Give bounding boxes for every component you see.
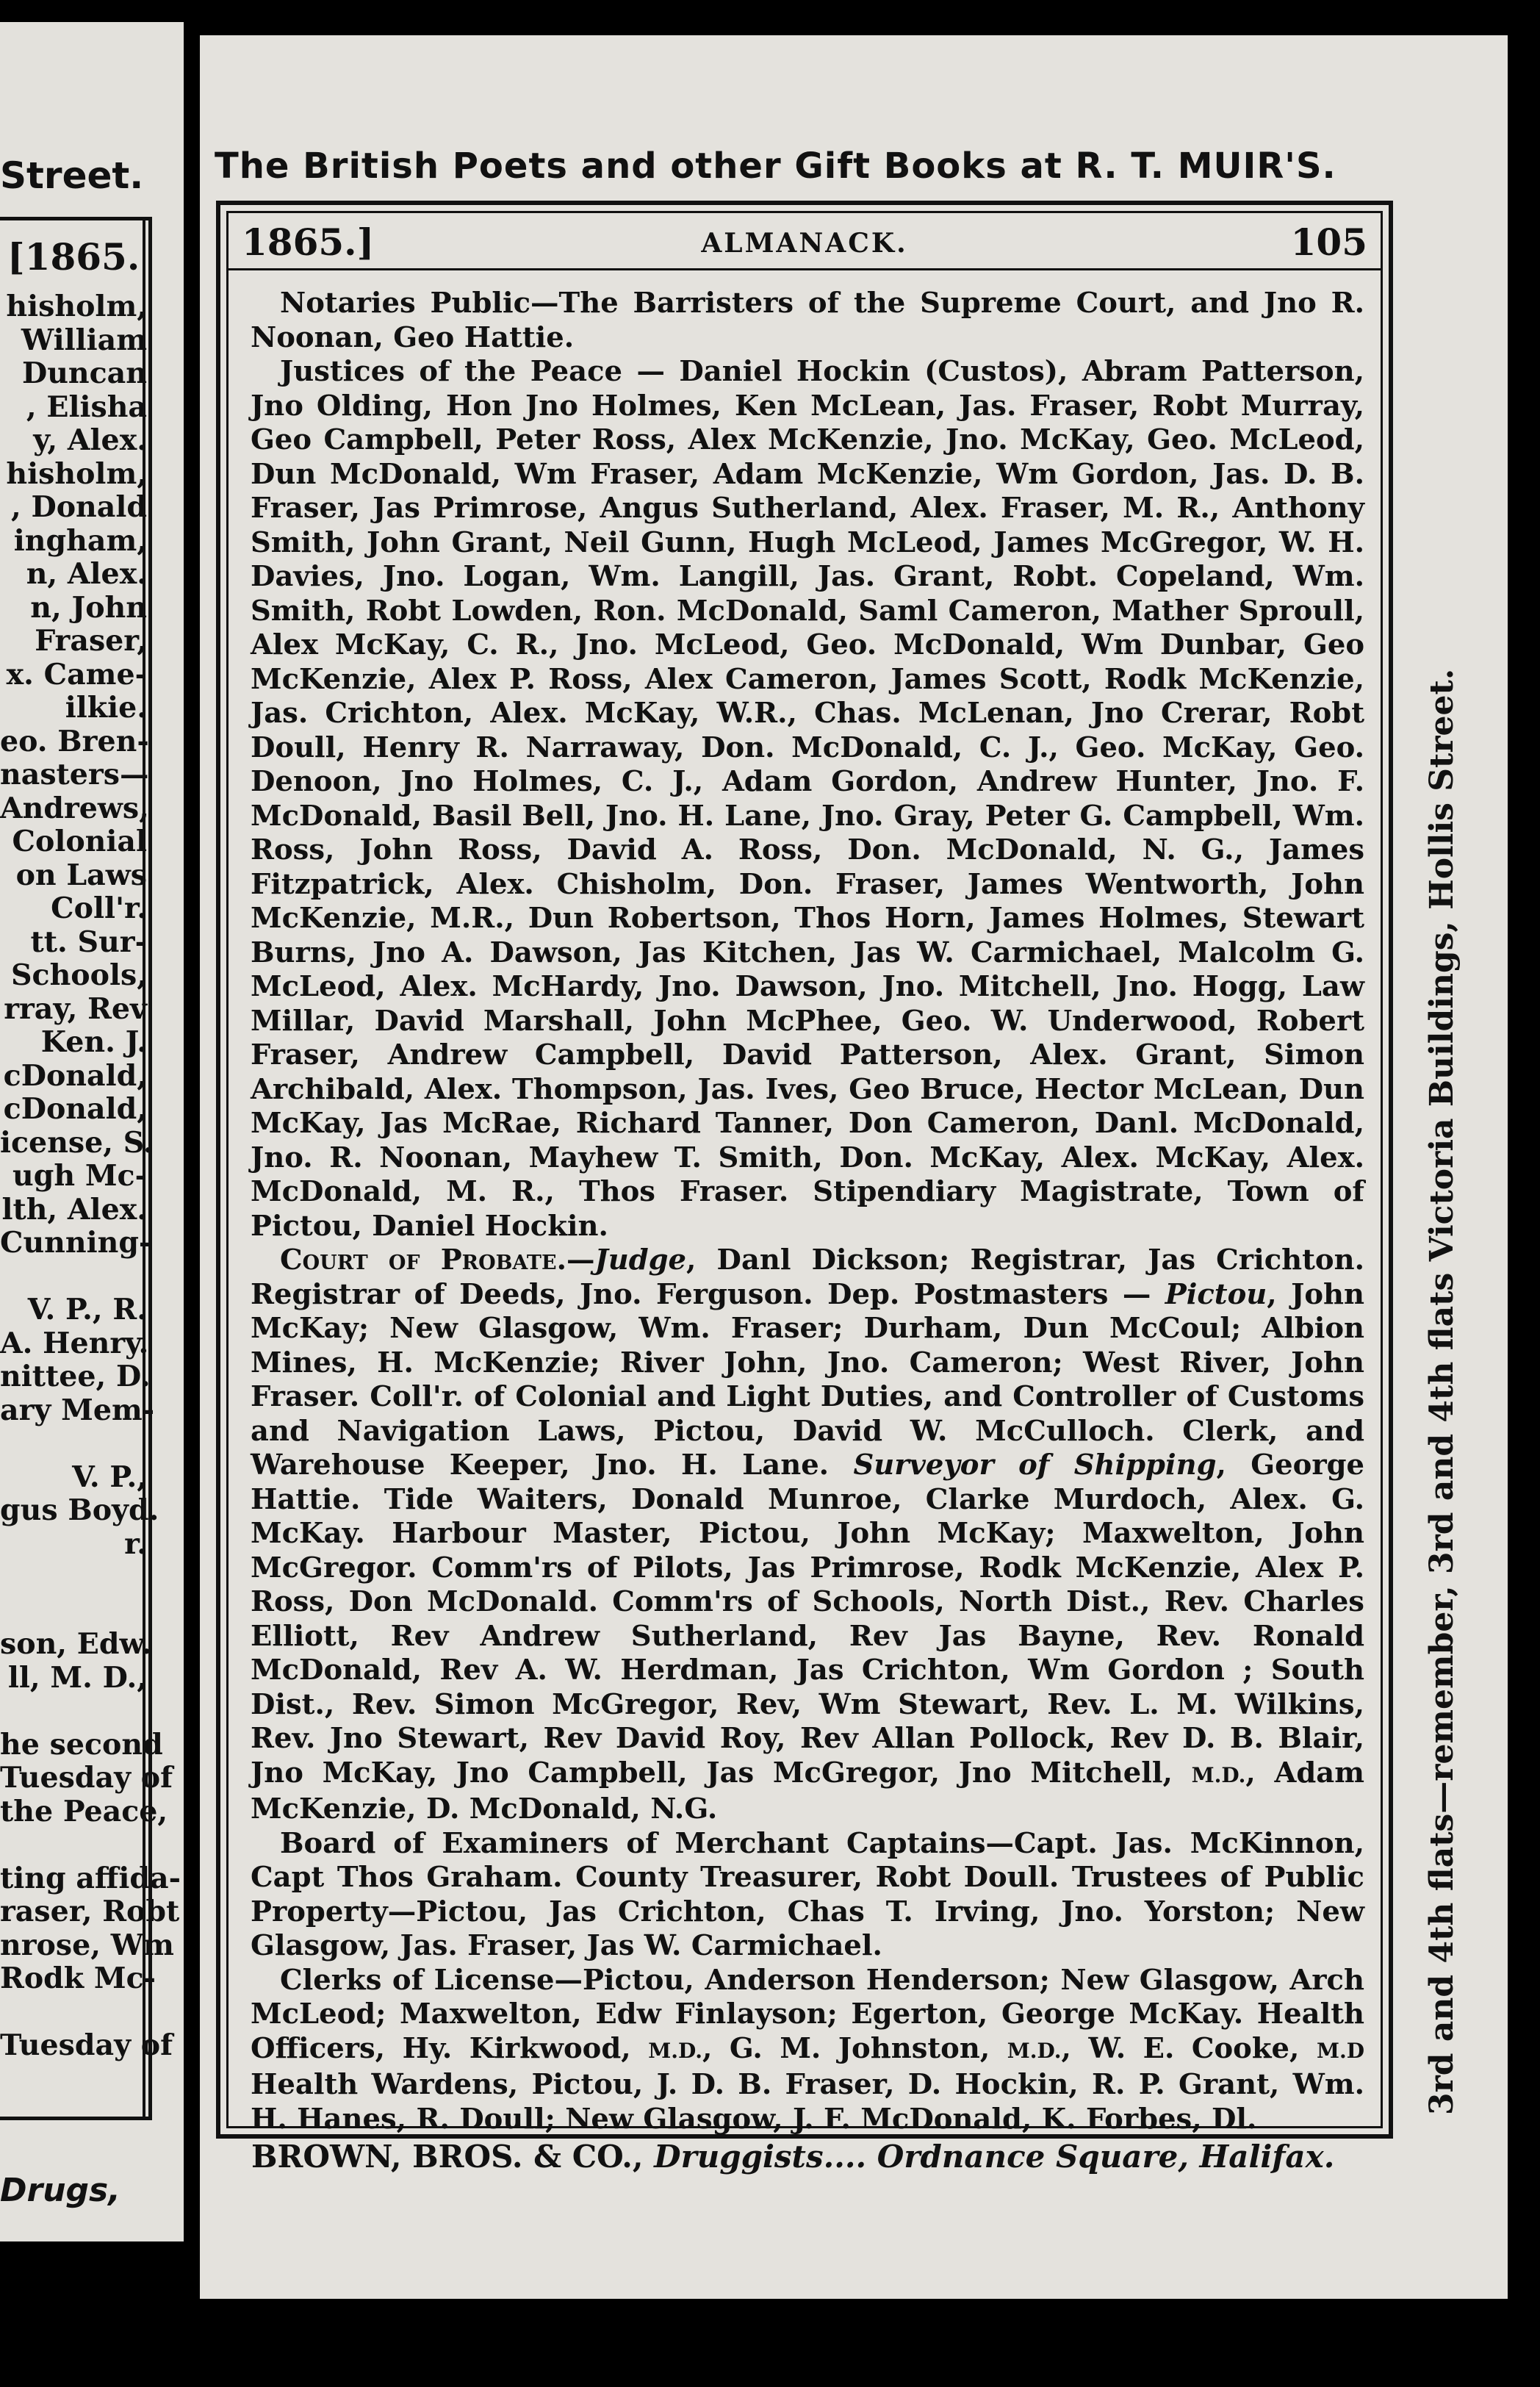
left-page-line: Coll'r. xyxy=(51,891,147,925)
text-run: Surveyor of Shipping xyxy=(853,1449,1217,1482)
left-page-header: Street. xyxy=(0,154,144,197)
left-page-line: n, John xyxy=(30,590,147,625)
left-page-line: nasters— xyxy=(0,758,149,792)
left-page-line: y, Alex. xyxy=(33,423,147,457)
text-run: Justices of the Peace — Daniel Hockin (Custos), Abram Patterson, Jno Olding, Hon Jno Holmes, Ken McLean, Jas. Fraser, Robt Murray, Geo Campbell, Peter Ross, Alex McKenzie, Jno. McKay, Geo. McLeod, Dun McDonald, Wm Fraser, Adam McKenzie, Wm Gordon, Jas. D. B. Fraser, Jas Primrose, Angus Sutherland, Alex. Fraser, M. R., Anthony Smith, John Grant, Neil Gunn, Hugh McLeod, James McGregor, W. H. Davies, Jno. Logan, Wm. Langill, Jas. Grant, Robt. Copeland, Wm. Smith, Robt Lowden, Ron. McDonald, Saml Cameron, Mather Sproull, Alex McKay, C. R., Jno. McLeod, Geo. McDonald, Wm Dunbar, Geo McKenzie, Alex P. Ross, Alex Cameron, James Scott, Rodk McKenzie, Jas. Crichton, Alex. McKay, W.R., Chas. McLenan, Jno Crerar, Robt Doull, Henry R. Narraway, Don. McDonald, C. J., Geo. McKay, Geo. Denoon, Jno Holmes, C. J., Adam Gordon, Andrew Hunter, Jno. F. McDonald, Basil Bell, Jno. H. Lane, Jno. Gray, Peter G. Campbell, Wm. Ross, John Ross, David A. Ross, Don. McDonald, N. G., James Fitzpatrick, Alex. Chisholm, Don. Fraser, James Wentworth, John McKenzie, M.R., Dun Robertson, Thos Horn, James Holmes, Stewart Burns, Jno A. Dawson, Jas Kitchen, Jas W. Carmichael, Malcolm G. McLeod, Alex. McHardy, Jno. Dawson, Jno. Mitchell, Jno. Hogg, Law Millar, David Marshall, John McPhee, Geo. W. Underwood, Robert Fraser, Andrew Campbell, David Patterson, Alex. Grant, Simon Archibald, Alex. Thompson, Jas. Ives, Geo Bruce, Hector McLean, Dun McKay, Jas McRae, Richard Tanner, Don Cameron, Danl. McDonald, Jno. R. Noonan, Mayhew T. Smith, Don. McKay, Alex. McKay, Alex. McDonald, M. R., Thos Fraser. Stipendiary Magistrate, Town of Pictou, Daniel Hockin. xyxy=(251,355,1364,1243)
left-page-line: icense, S. xyxy=(0,1125,154,1160)
left-page-line: on Laws xyxy=(15,858,147,892)
left-page-line: nittee, D. xyxy=(0,1360,151,1393)
paragraph-examiners xyxy=(251,1827,1364,1964)
running-head xyxy=(242,220,1367,265)
text-run: , Adam McKenzie, D. McDonald, N.G. xyxy=(251,1756,1364,1826)
left-page-line: ugh Mc- xyxy=(12,1159,147,1193)
left-page-line: n, Alex. xyxy=(26,557,147,591)
page-frame-inner xyxy=(226,211,1383,2136)
left-page-line: he second xyxy=(0,1727,163,1762)
text-run: Judge xyxy=(594,1243,687,1277)
page-number: 105 xyxy=(1290,220,1367,264)
left-page-line: gus Boyd. xyxy=(0,1493,159,1527)
left-page-line: , Elisha xyxy=(26,390,147,424)
left-page-line xyxy=(0,1595,147,1629)
left-page-line: V. P., xyxy=(72,1460,147,1494)
paragraph-notaries xyxy=(251,287,1364,355)
left-page-line: Schools, xyxy=(11,958,147,992)
left-page-line xyxy=(0,1561,147,1595)
text-run: Clerks of License—Pictou, Anderson Henderson; New Glasgow, Arch McLeod; Maxwelton, Edw Finlayson; Egerton, George McKay. Health Officers, Hy. Kirkwood, xyxy=(251,1963,1364,2065)
left-page-line: nrose, Wm xyxy=(0,1928,174,1962)
paragraph-probate xyxy=(251,1243,1364,1827)
footer-firm: BROWN, BROS. & CO., xyxy=(251,2139,644,2175)
paragraph-clerks xyxy=(251,1964,1364,2137)
left-page-line: son, Edw. xyxy=(0,1627,152,1661)
left-page-line: Tuesday of xyxy=(0,1761,173,1795)
left-page-line: the Peace, xyxy=(0,1794,168,1828)
left-page-line: tt. Sur- xyxy=(30,925,147,959)
left-page-line xyxy=(0,1260,147,1294)
text-run: , Danl Dickson; Registrar, Jas Crichton. Registrar of Deeds, Jno. Ferguson. Dep. Postmasters — xyxy=(251,1243,1364,1311)
left-page-line: cDonald, xyxy=(3,1092,147,1126)
body-text xyxy=(251,287,1364,2136)
left-page-line: lth, Alex. xyxy=(1,1192,147,1227)
left-page-line: ting affida- xyxy=(0,1861,181,1895)
left-page-line xyxy=(0,1996,147,2030)
left-page-line: eo. Bren- xyxy=(0,724,149,758)
left-page-line xyxy=(0,1828,147,1862)
footer-address: Ordnance Square, Halifax. xyxy=(877,2139,1335,2175)
text-run: — xyxy=(566,1243,595,1277)
left-page-line: Fraser, xyxy=(35,624,147,658)
side-advertisement: 3rd and 4th flats—remember, 3rd and 4th flats Victoria Buildings, Hollis Street. xyxy=(1423,668,1461,2115)
left-page-line: Ken. J. xyxy=(40,1025,147,1059)
head-rule xyxy=(229,268,1381,270)
left-page-text xyxy=(0,290,181,2063)
text-run: M.D xyxy=(1316,2038,1364,2063)
left-page-line: Colonial xyxy=(12,825,147,858)
left-page-line: A. Henry. xyxy=(0,1326,149,1360)
text-run: , W. E. Cooke, xyxy=(1061,2031,1317,2065)
left-page-line: ilkie. xyxy=(65,691,147,725)
text-run: M.D. xyxy=(1007,2038,1062,2063)
left-page-line: V. P., R. xyxy=(27,1293,147,1327)
advertising-banner: The British Poets and other Gift Books at R. T. MUIR'S. xyxy=(215,146,1336,187)
left-page-line: ll, M. D., xyxy=(7,1660,147,1695)
left-page-line: raser, Robt xyxy=(0,1895,180,1928)
text-run: Health Wardens, Pictou, J. D. B. Fraser, D. Hockin, R. P. Grant, Wm. H. Hanes, R. Doull; New Glasgow, J. F. McDonald, K. Forbes, Dl. xyxy=(251,2068,1364,2136)
left-page-line: hisholm, xyxy=(6,290,147,323)
text-run: , George Hattie. Tide Waiters, Donald Munroe, Clarke Murdoch, Alex. G. McKay. Harbour Master, Pictou, John McKay; Maxwelton, John McGregor. Comm'rs of Pilots, Jas Primrose, Rodk McKenzie, Alex P. Ross, Don McDonald. Comm'rs of Schools, North Dist., Rev. Charles Elliott, Rev Andrew Sutherland, Rev Jas Bayne, Rev. Ronald McDonald, Rev A. W. Herdman, Jas Crichton, Wm Gordon ; South Dist., Rev. Simon McGregor, Rev, Wm Stewart, Rev. L. M. Wilkins, Rev. Jno Stewart, Rev David Roy, Rev Allan Pollock, Rev D. B. Blair, Jno McKay, Jno Campbell, Jas McGregor, Jno Mitchell, xyxy=(251,1449,1365,1790)
text-run: M.D. xyxy=(648,2038,702,2063)
book-gutter xyxy=(184,0,200,2387)
left-page-fragment xyxy=(0,22,184,2241)
footer-advertisement xyxy=(251,2139,1334,2175)
page-frame xyxy=(216,201,1393,2139)
left-page-line xyxy=(0,1695,147,1729)
left-page-line: Cunning- xyxy=(0,1226,151,1260)
text-run: Court of Probate. xyxy=(280,1243,566,1277)
left-page-line: rray, Rev xyxy=(4,991,147,1026)
left-page-line: x. Came- xyxy=(6,657,147,692)
left-page-line: ingham, xyxy=(13,523,147,558)
text-run: M.D. xyxy=(1191,1762,1246,1787)
left-page-line: ary Mem- xyxy=(0,1393,155,1427)
text-run: Board of Examiners of Merchant Captains—Capt. Jas. McKinnon, Capt Thos Graham. County Treasurer, Robt Doull. Trustees of Public Property—Pictou, Jas Crichton, Chas T. Irving, Jno. Yorston; New Glasgow, Jas. Fraser, Jas W. Carmichael. xyxy=(251,1826,1364,1962)
left-page-line: Andrews, xyxy=(0,791,149,825)
left-page-line: , Donald xyxy=(10,490,147,524)
text-run: Notaries Public—The Barristers of the Supreme Court, and Jno R. Noonan, Geo Hattie. xyxy=(251,287,1364,354)
footer-trade: Druggists.... xyxy=(654,2139,867,2175)
paragraph-justices xyxy=(251,355,1364,1243)
running-head-year: 1865.] xyxy=(242,220,375,264)
almanack-page xyxy=(200,35,1508,2299)
left-page-line: r. xyxy=(124,1526,147,1561)
text-run: , John McKay; New Glasgow, Wm. Fraser; Durham, Dun McCoul; Albion Mines, H. McKenzie; River John, Jno. Cameron; West River, John Fraser. Coll'r. of Colonial and Light Duties, and Controller of Customs and Navigation Laws, Pictou, David W. McCulloch. Clerk, and Warehouse Keeper, Jno. H. Lane. xyxy=(251,1277,1364,1482)
left-page-line: Duncan xyxy=(21,356,147,390)
text-run: , G. M. Johnston, xyxy=(702,2031,1007,2065)
left-page-line: William xyxy=(21,323,147,357)
left-page-year: [1865. xyxy=(7,235,140,279)
left-page-line: cDonald, xyxy=(3,1058,147,1093)
left-page-line: Rodk Mc- xyxy=(0,1961,156,1995)
running-head-title: ALMANACK. xyxy=(701,228,908,259)
left-page-line: Tuesday of xyxy=(0,2028,173,2062)
left-page-line xyxy=(0,1427,147,1461)
left-page-line: hisholm, xyxy=(6,456,147,491)
left-page-footer: Drugs, xyxy=(0,2172,120,2209)
text-run: Pictou xyxy=(1165,1277,1267,1311)
